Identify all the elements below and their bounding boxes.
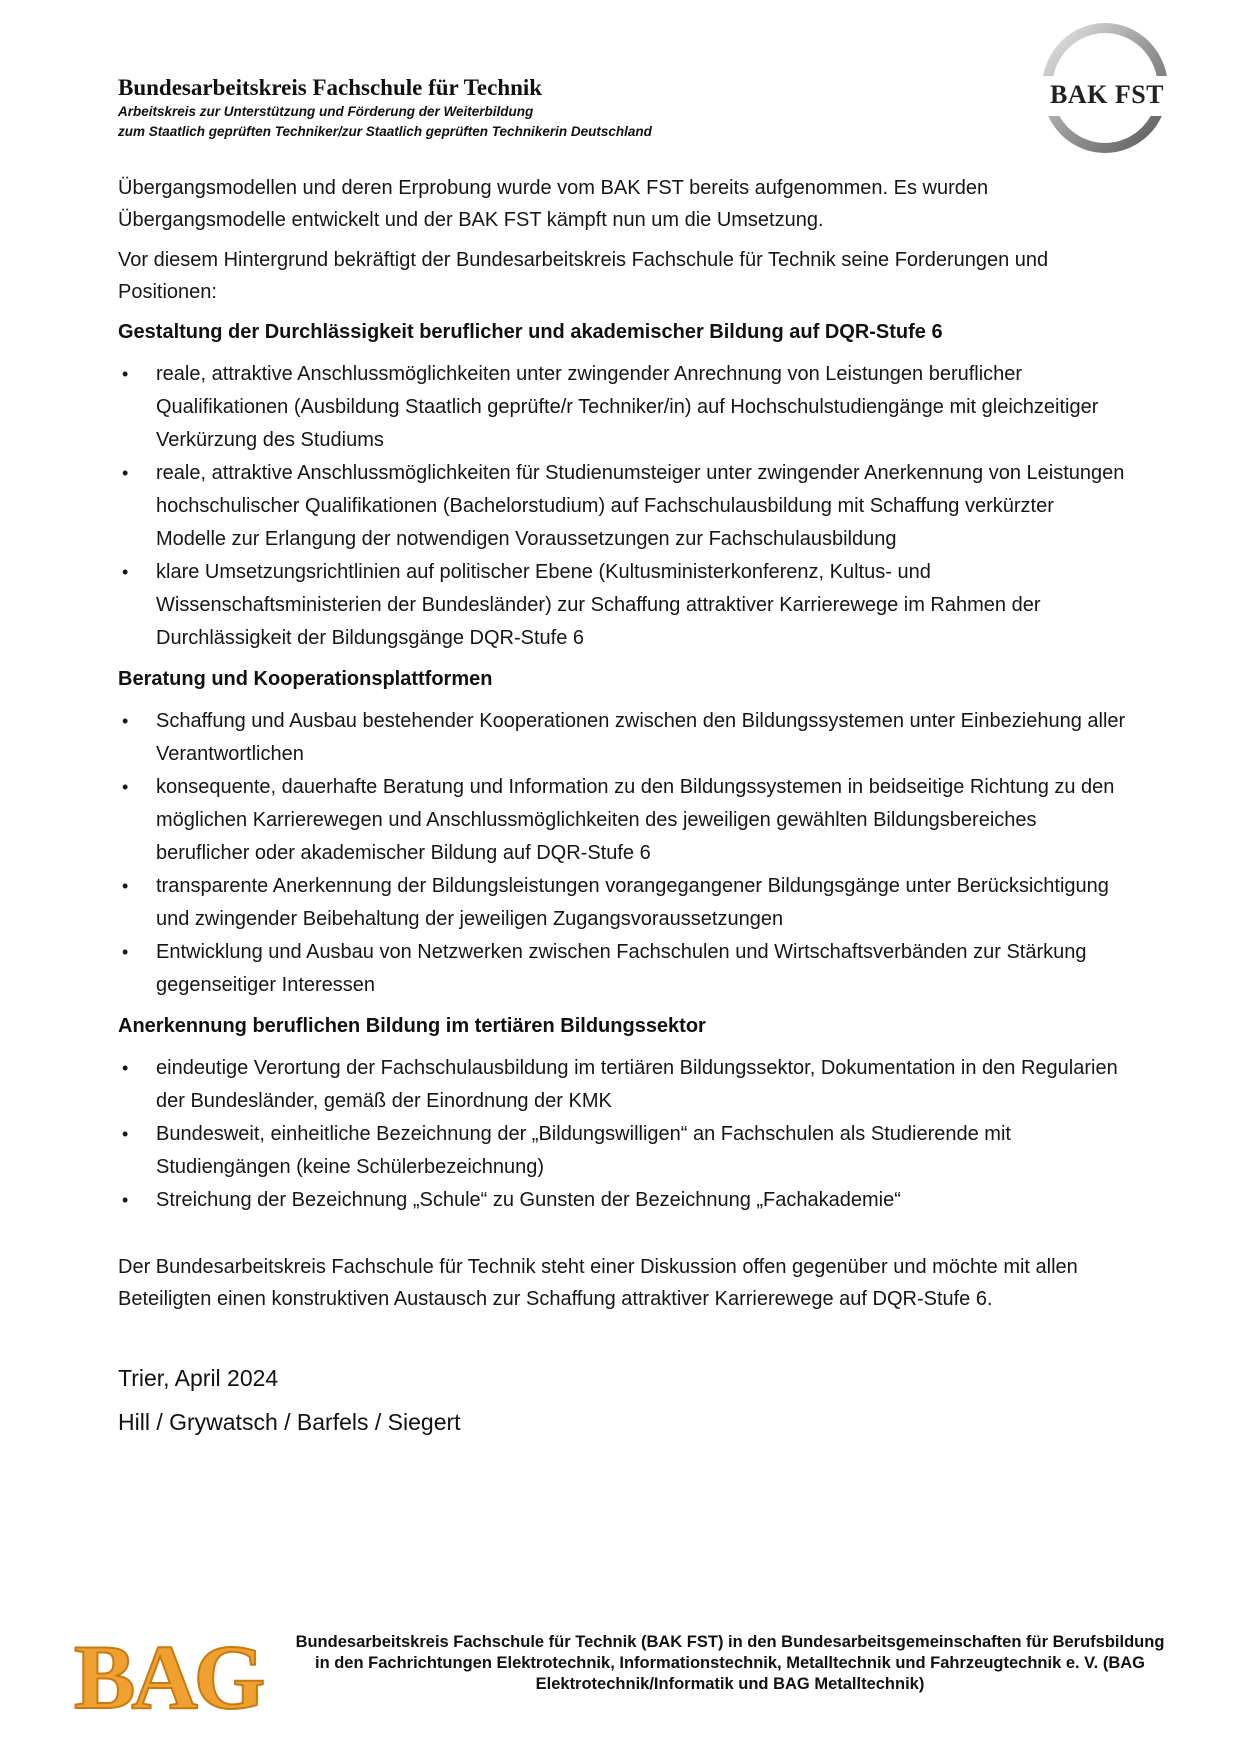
list-item-text: Bundesweit, einheitliche Bezeichnung der „Bildungswilligen“ an Fachschulen als Studierende mit Studiengängen (keine Schülerbezeichnung) <box>156 1123 1011 1178</box>
section-heading: Beratung und Kooperationsplattformen <box>118 668 493 690</box>
intro-paragraph-2: Vor diesem Hintergrund bekräftigt der Bundesarbeitskreis Fachschule für Technik seine Forderungen und Positionen: <box>118 249 1049 303</box>
footer-note: Bundesarbeitskreis Fachschule für Technik (BAK FST) in den Bundesarbeitsgemeinschaften für Berufsbildung in den Fachrichtungen Elektrotechnik, Informationstechnik, Metalltechnik und Fahrzeugtechnik e. V. (BAG Elektrotechnik/Informatik und BAG Metalltechnik) <box>295 1633 1165 1693</box>
org-subtitle-line1: Arbeitskreis zur Unterstützung und Förderung der Weiterbildung <box>118 104 534 119</box>
list-item <box>118 771 1128 870</box>
list-item <box>118 870 1128 936</box>
bak-fst-logo-text: BAK FST <box>1050 80 1165 109</box>
closing-paragraph: Der Bundesarbeitskreis Fachschule für Technik steht einer Diskussion offen gegenüber und möchte mit allen Beteiligten einen konstruktiven Austausch zur Schaffung attraktiver Karrierewege auf DQR-Stufe 6. <box>118 1256 1078 1310</box>
bullet-icon: • <box>122 1124 129 1144</box>
bullet-icon: • <box>122 942 129 962</box>
list-item-text: Entwicklung und Ausbau von Netzwerken zwischen Fachschulen und Wirtschaftsverbänden zur Stärkung gegenseitiger Interessen <box>156 941 1087 996</box>
list-item <box>118 457 1128 556</box>
intro-paragraph-1: Übergangsmodellen und deren Erprobung wurde vom BAK FST bereits aufgenommen. Es wurden Übergangsmodelle entwickelt und der BAK FST kämpft nun um die Umsetzung. <box>118 177 989 231</box>
bullet-icon: • <box>122 364 129 384</box>
section-heading: Anerkennung beruflichen Bildung im tertiären Bildungssektor <box>118 1015 706 1037</box>
list-item <box>118 358 1128 457</box>
list-item-text: klare Umsetzungsrichtlinien auf politischer Ebene (Kultusministerkonferenz, Kultus- und Wissenschaftsministerien der Bundesländer) zur Schaffung attraktiver Karrierewege im Rahmen der Durchlässigkeit der Bildungsgänge DQR-Stufe 6 <box>156 561 1041 649</box>
list-item-text: konsequente, dauerhafte Beratung und Information zu den Bildungssystemen in beidseitige Richtung zu den möglichen Karrierewegen und Anschlussmöglichkeiten des jeweiligen gewählten Bildungsbereiches beruflicher oder akademischer Bildung auf DQR-Stufe 6 <box>156 776 1115 864</box>
place-date: Trier, April 2024 <box>118 1365 279 1391</box>
signatories: Hill / Grywatsch / Barfels / Siegert <box>118 1409 461 1435</box>
bullet-icon: • <box>122 562 129 582</box>
bag-logo <box>68 1616 268 1726</box>
list-item <box>118 1118 1128 1184</box>
list-item-text: reale, attraktive Anschlussmöglichkeiten für Studienumsteiger unter zwingender Anerkennung von Leistungen hochschulischer Qualifikationen (Bachelorstudium) auf Fachschulausbildung mit Schaffung verkürzter Modelle zur Erlangung der notwendigen Voraussetzungen zur Fachschulausbildung <box>156 462 1125 550</box>
bullet-list <box>118 1052 1128 1217</box>
list-item <box>118 1184 1128 1217</box>
bullet-icon: • <box>122 777 129 797</box>
list-item <box>118 936 1128 1002</box>
bullet-icon: • <box>122 711 129 731</box>
bullet-icon: • <box>122 1190 129 1210</box>
bullet-list <box>118 358 1128 655</box>
bullet-icon: • <box>122 876 129 896</box>
list-item-text: eindeutige Verortung der Fachschulausbildung im tertiären Bildungssektor, Dokumentation in den Regularien der Bundesländer, gemäß der Einordnung der KMK <box>156 1057 1118 1112</box>
list-item-text: reale, attraktive Anschlussmöglichkeiten unter zwingender Anrechnung von Leistungen beruflicher Qualifikationen (Ausbildung Staatlich geprüfte/r Techniker/in) auf Hochschulstudiengänge mit gleichzeitiger Verkürzung des Studiums <box>156 363 1099 451</box>
org-subtitle-line2: zum Staatlich geprüften Techniker/zur Staatlich geprüften Technikerin Deutschland <box>118 124 652 139</box>
list-item <box>118 705 1128 771</box>
bullet-icon: • <box>122 1058 129 1078</box>
list-item-text: transparente Anerkennung der Bildungsleistungen vorangegangener Bildungsgänge unter Berücksichtigung und zwingender Beibehaltung der jeweiligen Zugangsvoraussetzungen <box>156 875 1109 930</box>
document-body <box>118 172 1128 1439</box>
section-heading: Gestaltung der Durchlässigkeit beruflicher und akademischer Bildung auf DQR-Stufe 6 <box>118 321 943 343</box>
org-title: Bundesarbeitskreis Fachschule für Technik <box>118 75 543 100</box>
list-item-text: Schaffung und Ausbau bestehender Kooperationen zwischen den Bildungssystemen unter Einbeziehung aller Verantwortlichen <box>156 710 1126 765</box>
list-item <box>118 1052 1128 1118</box>
bullet-icon: • <box>122 463 129 483</box>
letterhead <box>118 74 1018 142</box>
list-item <box>118 556 1128 655</box>
bullet-list <box>118 705 1128 1002</box>
list-item-text: Streichung der Bezeichnung „Schule“ zu Gunsten der Bezeichnung „Fachakademie“ <box>156 1189 901 1211</box>
bag-logo-text: BAG <box>74 1626 262 1726</box>
